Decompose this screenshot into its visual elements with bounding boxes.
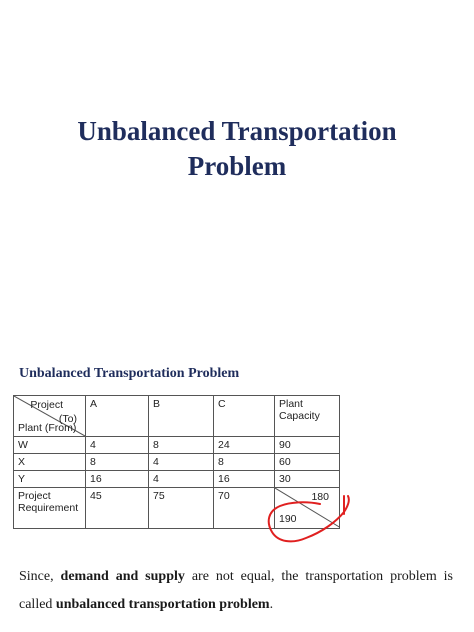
requirement-label-line2: Requirement xyxy=(18,502,79,514)
requirement-label-line1: Project xyxy=(18,490,51,502)
column-header-a: A xyxy=(86,396,149,437)
requirement-cell: 75 xyxy=(149,488,214,529)
column-header-c: C xyxy=(214,396,275,437)
cost-cell: 16 xyxy=(214,471,275,488)
paragraph-bold: demand and supply xyxy=(60,569,185,584)
paragraph-bold: unbalanced transportation problem xyxy=(55,597,270,612)
capacity-header-line1: Plant xyxy=(279,398,303,410)
corner-header-cell xyxy=(14,396,86,437)
column-header-b: B xyxy=(149,396,214,437)
slide-title-line1: Unbalanced Transportation xyxy=(77,116,397,146)
corner-plant-label: Plant (From) xyxy=(18,422,77,434)
cost-cell: 4 xyxy=(86,437,149,454)
requirement-row xyxy=(14,488,340,529)
plant-label-y: Y xyxy=(14,471,86,488)
slide-title-line2: Problem xyxy=(187,151,287,181)
cost-cell: 24 xyxy=(214,437,275,454)
capacity-header xyxy=(275,396,340,437)
capacity-header-line2: Capacity xyxy=(279,410,320,422)
slide-title xyxy=(0,114,474,184)
paragraph-text: . xyxy=(269,597,274,612)
total-demand: 190 xyxy=(279,513,297,525)
capacity-cell: 30 xyxy=(275,471,340,488)
table-row xyxy=(14,437,340,454)
capacity-cell: 60 xyxy=(275,454,340,471)
cost-cell: 4 xyxy=(149,471,214,488)
transportation-table xyxy=(13,395,340,529)
corner-project-label: Project xyxy=(30,399,63,411)
corner-to-label: (To) xyxy=(58,413,77,425)
table-row xyxy=(14,471,340,488)
capacity-cell: 90 xyxy=(275,437,340,454)
totals-cell xyxy=(275,488,340,529)
paragraph-text: are not equal, the transportation problem is called xyxy=(19,569,453,612)
requirement-cell: 45 xyxy=(86,488,149,529)
paragraph-text: Since, xyxy=(19,569,61,584)
explanation-paragraph xyxy=(19,563,453,619)
cost-cell: 8 xyxy=(214,454,275,471)
cost-cell: 16 xyxy=(86,471,149,488)
requirement-cell: 70 xyxy=(214,488,275,529)
total-supply: 180 xyxy=(311,491,329,503)
requirement-label xyxy=(14,488,86,529)
cost-cell: 8 xyxy=(149,437,214,454)
content-subtitle: Unbalanced Transportation Problem xyxy=(19,366,240,381)
plant-label-x: X xyxy=(14,454,86,471)
plant-label-w: W xyxy=(14,437,86,454)
cost-cell: 4 xyxy=(149,454,214,471)
cost-cell: 8 xyxy=(86,454,149,471)
table-row xyxy=(14,454,340,471)
table-header-row xyxy=(14,396,340,437)
